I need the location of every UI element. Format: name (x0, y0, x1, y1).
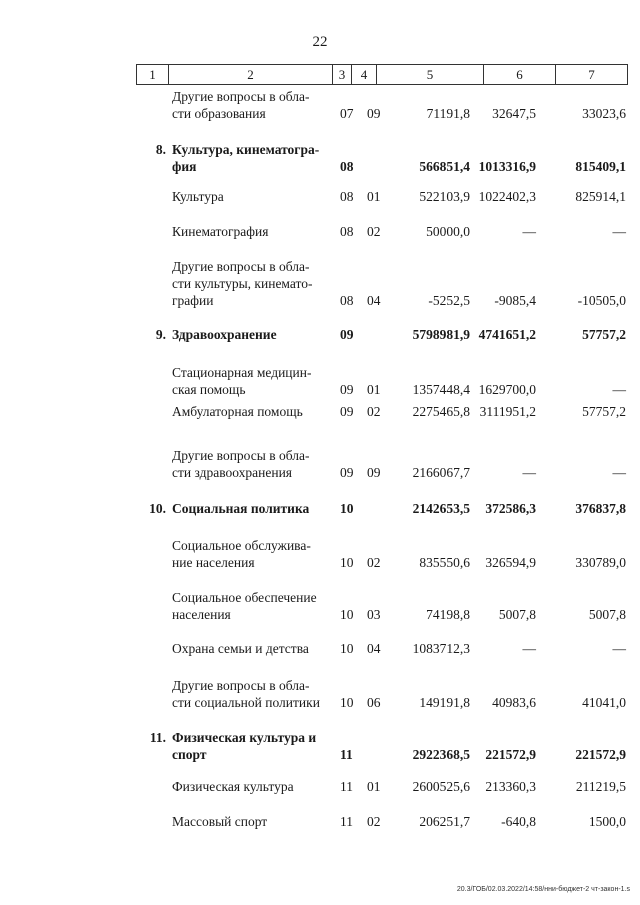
subsection-code: 04 (367, 641, 381, 656)
section-row (0, 729, 640, 763)
value-col7: 330789,0 (575, 555, 626, 570)
value-col5: 2142653,5 (412, 501, 470, 516)
value-col7: — (612, 224, 626, 239)
value-col7: 57757,2 (582, 404, 626, 419)
value-col5: 50000,0 (426, 224, 470, 239)
subsection-code: 02 (367, 404, 381, 419)
section-code: 09 (340, 404, 354, 419)
value-col5: 74198,8 (426, 607, 470, 622)
row-label: Массовый спорт (172, 814, 268, 829)
column-number: 2 (169, 65, 333, 85)
value-col6: -9085,4 (494, 293, 536, 308)
subsection-code: 02 (367, 555, 381, 570)
table-row (0, 364, 640, 398)
row-label: Культура (172, 189, 224, 204)
value-col7: 5007,8 (588, 607, 626, 622)
value-col5: 566851,4 (419, 159, 470, 174)
page-number: 22 (312, 34, 328, 50)
table-row (0, 88, 640, 122)
section-code: 08 (340, 189, 354, 204)
table-row (0, 447, 640, 481)
table-row (0, 188, 640, 205)
value-col6: -640,8 (501, 814, 536, 829)
row-label: Культура, кинематогра- (172, 142, 320, 157)
section-row (0, 500, 640, 517)
value-col5: 2600525,6 (412, 779, 470, 794)
row-label: Физическая культура и (172, 730, 317, 745)
row-label: Другие вопросы в обла- (172, 678, 310, 693)
subsection-code: 02 (367, 224, 381, 239)
value-col7: 41041,0 (582, 695, 626, 710)
row-label: фия (172, 159, 197, 174)
value-col6: — (522, 224, 536, 239)
value-col6: 1022402,3 (478, 189, 536, 204)
table-row (0, 778, 640, 795)
value-col7: 221572,9 (575, 747, 626, 762)
value-col7: 57757,2 (582, 327, 626, 342)
section-code: 09 (340, 382, 354, 397)
subsection-code: 09 (367, 465, 381, 480)
row-label: Социальная политика (172, 501, 310, 516)
column-number: 6 (484, 65, 556, 85)
section-code: 10 (340, 607, 354, 622)
row-label: Физическая культура (172, 779, 294, 794)
section-number: 10. (149, 501, 166, 516)
value-col5: 5798981,9 (412, 327, 470, 342)
section-code: 09 (340, 327, 354, 342)
row-label: ние населения (172, 555, 255, 570)
row-label: Здравоохранение (172, 327, 277, 342)
column-number: 3 (333, 65, 352, 85)
column-number: 5 (377, 65, 484, 85)
value-col7: — (612, 382, 626, 397)
section-number: 11. (149, 730, 166, 745)
value-col6: 213360,3 (485, 779, 536, 794)
section-code: 10 (340, 695, 354, 710)
column-number: 4 (352, 65, 377, 85)
value-col6: 221572,9 (485, 747, 536, 762)
section-code: 11 (340, 814, 353, 829)
column-header-row (136, 64, 628, 85)
value-col7: 211219,5 (575, 779, 626, 794)
row-label: спорт (172, 747, 207, 762)
value-col6: 372586,3 (485, 501, 536, 516)
table-row (0, 677, 640, 711)
column-number: 1 (137, 65, 169, 85)
section-row (0, 326, 640, 343)
row-label: сти социальной политики (172, 695, 320, 710)
table-row (0, 537, 640, 571)
column-number: 7 (556, 65, 628, 85)
row-label: сти здравоохранения (172, 465, 293, 480)
value-col6: 40983,6 (492, 695, 536, 710)
value-col6: 1013316,9 (478, 159, 536, 174)
section-code: 11 (340, 747, 353, 762)
subsection-code: 02 (367, 814, 381, 829)
value-col6: — (522, 641, 536, 656)
value-col6: 3111951,2 (479, 404, 536, 419)
subsection-code: 01 (367, 189, 381, 204)
value-col5: 149191,8 (419, 695, 470, 710)
value-col7: 33023,6 (582, 106, 626, 121)
subsection-code: 04 (367, 293, 381, 308)
section-row (0, 141, 640, 175)
value-col7: 815409,1 (575, 159, 626, 174)
value-col6: 5007,8 (498, 607, 536, 622)
row-label: Кинематография (172, 224, 269, 239)
value-col7: 1500,0 (588, 814, 626, 829)
value-col6: 32647,5 (492, 106, 536, 121)
table-row (0, 640, 640, 657)
value-col7: 825914,1 (575, 189, 626, 204)
value-col5: 2166067,7 (412, 465, 470, 480)
section-code: 10 (340, 641, 354, 656)
value-col5: 2275465,8 (412, 404, 470, 419)
value-col5: 71191,8 (426, 106, 470, 121)
value-col5: 1357448,4 (412, 382, 470, 397)
value-col5: 2922368,5 (412, 747, 470, 762)
table-row (0, 223, 640, 240)
subsection-code: 01 (367, 382, 381, 397)
row-label: Стационарная медицин- (172, 365, 312, 380)
row-label: Амбулаторная помощь (172, 404, 303, 419)
subsection-code: 06 (367, 695, 381, 710)
row-label: Другие вопросы в обла- (172, 89, 310, 104)
section-code: 07 (340, 106, 354, 121)
row-label: графии (172, 293, 214, 308)
section-code: 08 (340, 159, 354, 174)
value-col5: 835550,6 (419, 555, 470, 570)
section-code: 09 (340, 465, 354, 480)
section-code: 08 (340, 293, 354, 308)
document-code: 20.3/ГОБ/02.03.2022/14:58/нни-бюджет-2 чт-закон-1.s (456, 886, 630, 893)
row-label: сти культуры, кинемато- (172, 276, 313, 291)
table-row (0, 403, 640, 420)
section-code: 11 (340, 779, 353, 794)
value-col6: 1629700,0 (478, 382, 536, 397)
table-row (0, 813, 640, 830)
subsection-code: 01 (367, 779, 381, 794)
section-number: 8. (155, 142, 166, 157)
section-code: 10 (340, 501, 354, 516)
value-col6: 4741651,2 (478, 327, 536, 342)
value-col7: -10505,0 (577, 293, 626, 308)
value-col7: 376837,8 (575, 501, 626, 516)
value-col5: 1083712,3 (412, 641, 470, 656)
section-code: 08 (340, 224, 354, 239)
section-number: 9. (155, 327, 166, 342)
subsection-code: 09 (367, 106, 381, 121)
table-row (0, 258, 640, 309)
value-col5: 206251,7 (419, 814, 470, 829)
value-col7: — (612, 641, 626, 656)
table-row (0, 589, 640, 623)
value-col6: 326594,9 (485, 555, 536, 570)
row-label: Социальное обеспечение (172, 590, 317, 605)
value-col7: — (612, 465, 626, 480)
section-code: 10 (340, 555, 354, 570)
row-label: Охрана семьи и детства (172, 641, 309, 656)
value-col6: — (522, 465, 536, 480)
row-label: Социальное обслужива- (172, 538, 311, 553)
row-label: населения (172, 607, 231, 622)
value-col5: -5252,5 (428, 293, 470, 308)
row-label: Другие вопросы в обла- (172, 448, 310, 463)
row-label: ская помощь (172, 382, 246, 397)
value-col5: 522103,9 (419, 189, 470, 204)
row-label: Другие вопросы в обла- (172, 259, 310, 274)
subsection-code: 03 (367, 607, 381, 622)
row-label: сти образования (172, 106, 266, 121)
